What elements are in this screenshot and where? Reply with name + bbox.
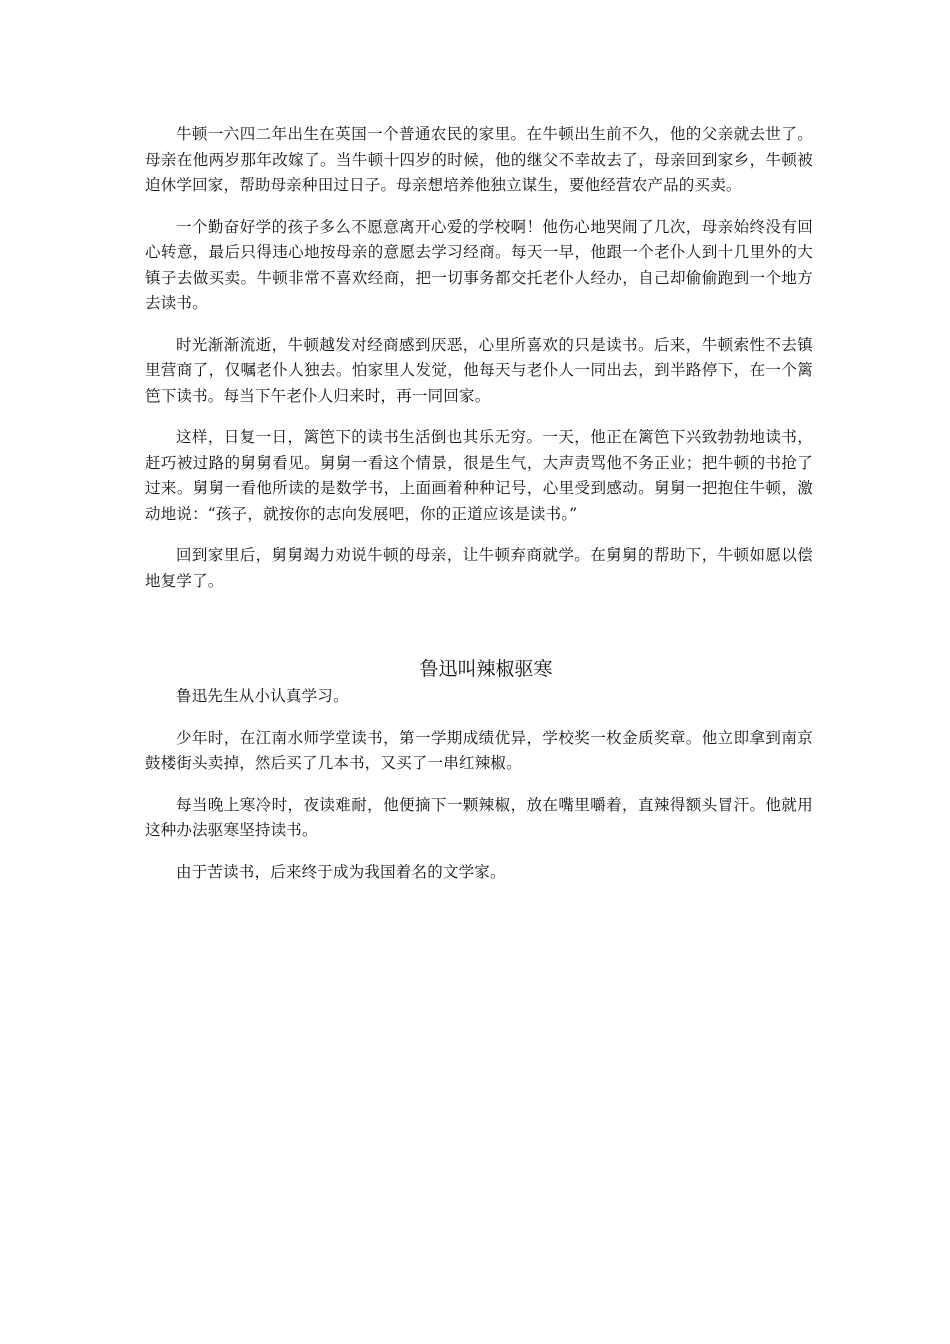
newton-paragraph-1: 牛顿一六四二年出生在英国一个普通农民的家里。在牛顿出生前不久，他的父亲就去世了。母亲在他两岁那年改嫁了。当牛顿十四岁的时候，他的继父不幸故去了，母亲回到家乡，牛顿被迫休学回家，帮助母亲种田过日子。母亲想培养他独立谋生，要他经营农产品的买卖。	[145, 125, 813, 194]
luxun-paragraph-1: 鲁迅先生从小认真学习。	[176, 687, 349, 705]
newton-paragraph-4: 这样，日复一日，篱笆下的读书生活倒也其乐无穷。一天，他正在篱笆下兴致勃勃地读书，赶巧被过路的舅舅看见。舅舅一看这个情景，很是生气，大声责骂他不务正业；把牛顿的书抢了过来。舅舅一看他所读的是数学书，上面画着种种记号，心里受到感动。舅舅一把抱住牛顿，激动地说：“孩子，就按你的志向发展吧，你的正道应该是读书。”	[145, 428, 813, 523]
section-spacer	[145, 610, 813, 656]
newton-paragraph-2: 一个勤奋好学的孩子多么不愿意离开心爱的学校啊！他伤心地哭闹了几次，母亲始终没有回心转意，最后只得违心地按母亲的意愿去学习经商。每天一早，他跟一个老仆人到十几里外的大镇子去做买卖。牛顿非常不喜欢经商，把一切事务都交托老仆人经办，自己却偷偷跑到一个地方去读书。	[145, 217, 813, 312]
luxun-story	[145, 656, 813, 885]
newton-paragraph-5: 回到家里后，舅舅竭力劝说牛顿的母亲，让牛顿弃商就学。在舅舅的帮助下，牛顿如愿以偿地复学了。	[145, 546, 813, 590]
document-body	[145, 122, 813, 901]
luxun-paragraph-4: 由于苦读书，后来终于成为我国着名的文学家。	[176, 862, 506, 881]
luxun-paragraph-2: 少年时，在江南水师学堂读书，第一学期成绩优异，学校奖一枚金质奖章。他立即拿到南京鼓楼街头卖掉，然后买了几本书，又买了一串红辣椒。	[145, 728, 813, 772]
luxun-story-title: 鲁迅叫辣椒驱寒	[419, 658, 553, 680]
newton-paragraph-3: 时光渐渐流逝，牛顿越发对经商感到厌恶，心里所喜欢的只是读书。后来，牛顿索性不去镇里营商了，仅嘱老仆人独去。怕家里人发觉，他每天与老仆人一同出去，到半路停下，在一个篱笆下读书。每当下午老仆人归来时，再一同回家。	[145, 335, 813, 405]
newton-story	[145, 122, 813, 594]
luxun-paragraph-3: 每当晚上寒冷时，夜读难耐，他便摘下一颗辣椒，放在嘴里嚼着，直辣得额头冒汗。他就用这种办法驱寒坚持读书。	[145, 795, 813, 839]
